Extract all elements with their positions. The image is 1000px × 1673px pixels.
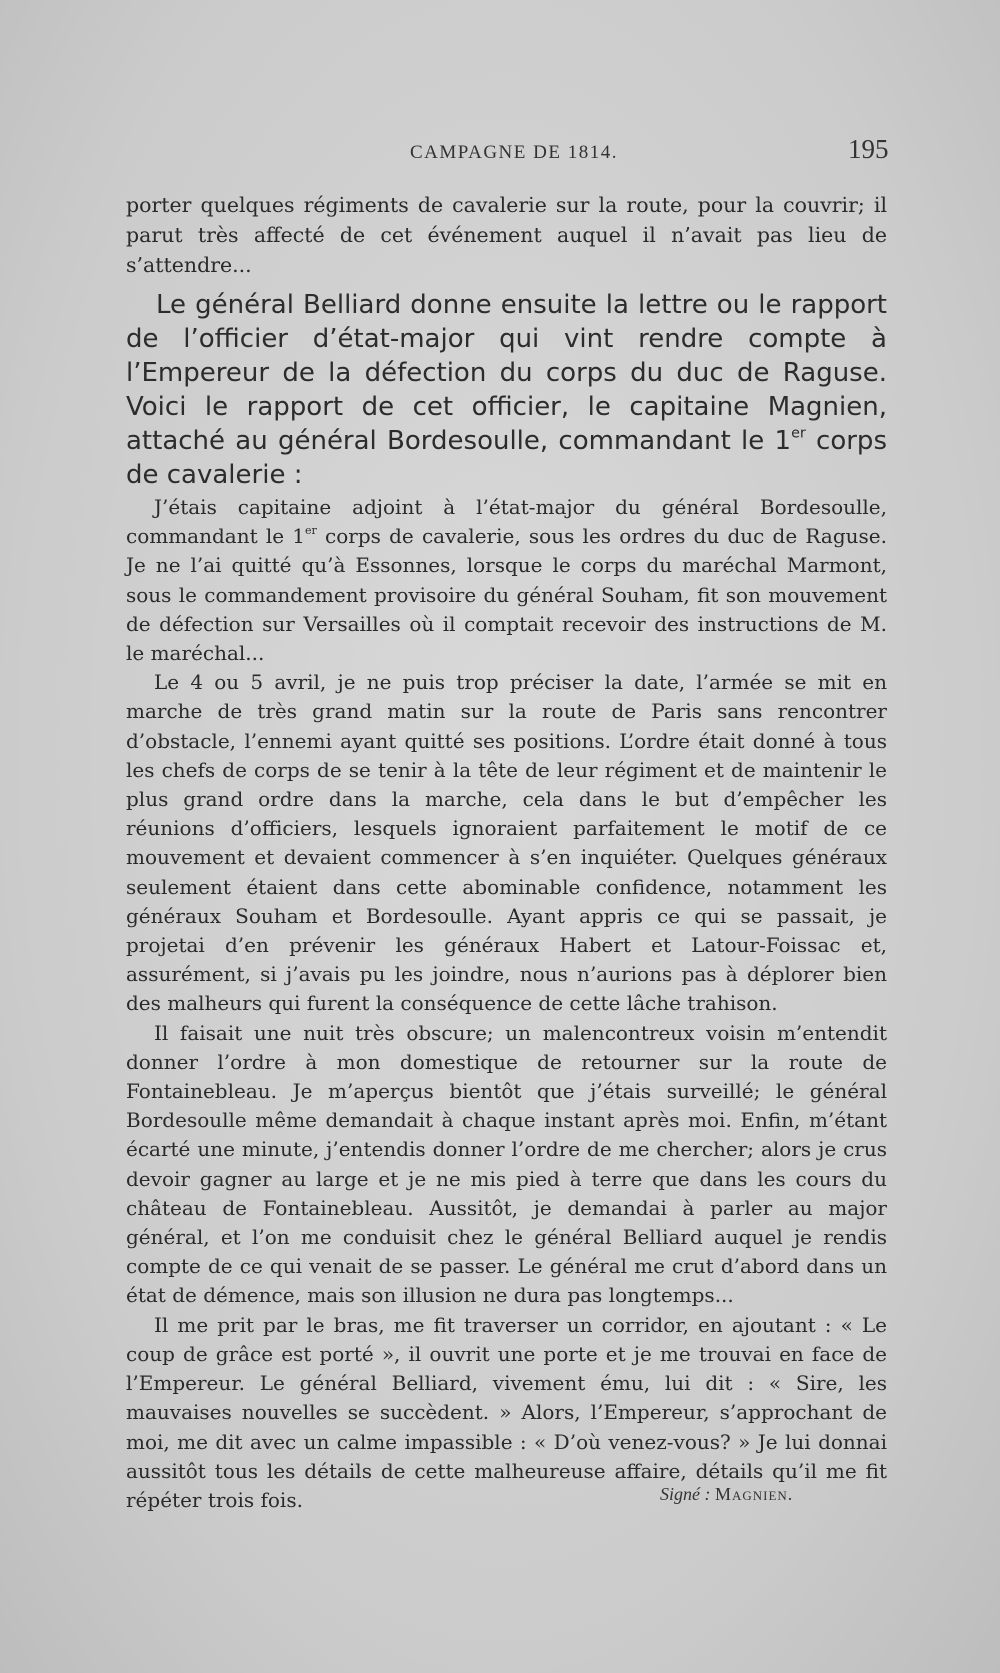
quote-p1-part2: corps de cavalerie, sous les ordres du duc de Raguse. Je ne l’ai quitté qu’à Essonnes, lorsque le corps du maréchal Marmont, sous le commandement provisoire du général Souham, fit son mouvement de défection sur Versailles où il comptait recevoir des instructions de M. le maréchal... — [126, 524, 887, 666]
quoted-report — [126, 493, 887, 1515]
lead-paragraph-block — [126, 288, 887, 492]
signature — [660, 1484, 793, 1505]
quote-p1-superscript: er — [305, 524, 317, 538]
signature-label: Signé : — [660, 1484, 715, 1504]
quote-paragraph-3: Il faisait une nuit très obscure; un malencontreux voisin m’entendit donner l’ordre à mon domestique de retourner sur la route de Fontainebleau. Je m’aperçus bientôt que j’étais surveillé; le général Bordesoulle même demandait à chaque instant après moi. Enfin, m’étant écarté une minute, j’entendis donner l’ordre de me chercher; alors je crus devoir gagner au large et je ne mis pied à terre que dans les cours du château de Fontainebleau. Aussitôt, je demandai à parler au major général, et l’on me conduisit chez le général Belliard auquel je rendis compte de ce qui venait de se passer. Le général me crut d’abord dans un état de démence, mais son illusion ne dura pas longtemps... — [126, 1020, 887, 1308]
running-title: CAMPAGNE DE 1814. — [410, 142, 618, 163]
intro-paragraph-block — [126, 190, 887, 280]
quote-p1-part1: J’étais capitaine adjoint à l’état-major du général Bordesoulle, commandant le 1 — [126, 495, 887, 549]
quote-paragraph-2: Le 4 ou 5 avril, je ne puis trop préciser la date, l’armée se mit en marche de très grand matin sur la route de Paris sans rencontrer d’obstacle, l’ennemi ayant quitté ses positions. L’ordre était donné à tous les chefs de corps de se tenir à la tête de leur régiment et de maintenir le plus grand ordre dans la marche, cela dans le but d’empêcher les réunions d’officiers, lesquels ignoraient parfaitement le motif de ce mouvement et devaient commencer à s’en inquiéter. Quelques généraux seulement étaient dans cette abominable confidence, notamment les généraux Souham et Bordesoulle. Ayant appris ce qui se passait, je projetai d’en prévenir les généraux Habert et Latour-Foissac et, assurément, si j’avais pu les joindre, nous n’aurions pas à déplorer bien des malheurs qui furent la conséquence de cette lâche trahison. — [126, 670, 887, 1016]
signature-name: Magnien. — [714, 1484, 794, 1504]
lead-paragraph — [126, 288, 887, 492]
intro-paragraph: porter quelques régiments de cavalerie sur la route, pour la couvrir; il parut très affecté de cet événement auquel il n’avait pas lieu de s’attendre... — [126, 193, 887, 277]
quote-paragraph-1 — [126, 493, 887, 668]
lead-superscript: er — [791, 425, 806, 442]
lead-text-part2: corps de cavalerie : — [126, 426, 887, 490]
page-number: 195 — [848, 134, 889, 164]
quote-paragraph-4: Il me prit par le bras, me fit traverser un corridor, en ajoutant : « Le coup de grâce est porté », il ouvrit une porte et je me trouvai en face de l’Empereur. Le général Belliard, vivement ému, lui dit : « Sire, les mauvaises nouvelles se succèdent. » Alors, l’Empereur, s’approchant de moi, me dit avec un calme impassible : « D’où venez-vous? » Je lui donnai aussitôt tous les détails de cette malheureuse affaire, détails qu’il me fit répéter trois fois. — [126, 1312, 887, 1512]
lead-text-part1: Le général Belliard donne ensuite la lettre ou le rapport de l’officier d’état-major qui vint rendre compte à l’Empereur de la défection du corps du duc de Raguse. Voici le rapport de cet officier, le capitaine Magnien, attaché au général Bordesoulle, commandant le 1 — [126, 290, 887, 456]
page-header — [0, 132, 1000, 172]
